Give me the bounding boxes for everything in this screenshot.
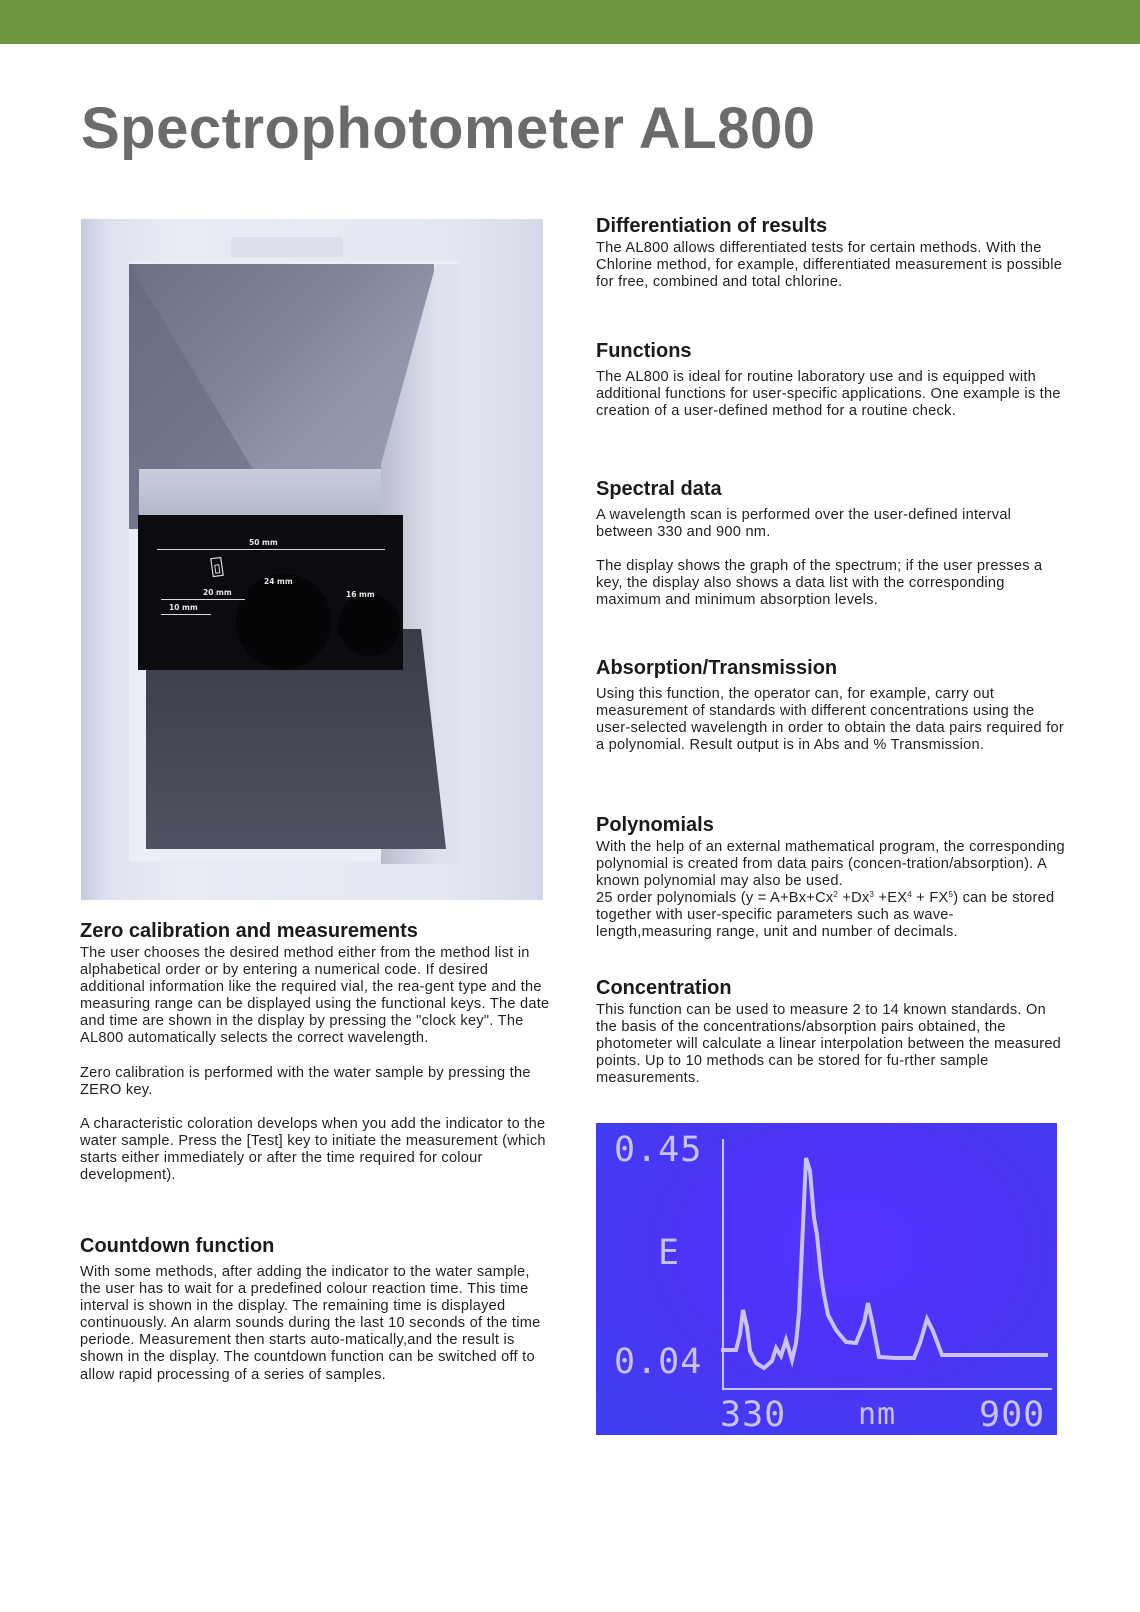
y-axis-label: E — [658, 1233, 681, 1273]
formula-text: ) can be stored together with user-specific parameters such as wave-length,measuring range, unit and number of decimals. — [596, 890, 1055, 941]
lid-tab — [231, 237, 343, 257]
y-min-label: 0.04 — [614, 1342, 703, 1382]
cuvette-icon — [209, 554, 229, 580]
section-paragraph: The user chooses the desired method either from the method list in alphabetical order or by entering a numerical code. If desired additional information like the required vial, the rea-gent type and the measuring range can be displayed using the functional keys. The date and time are shown in the display by pressing the "clock key". The AL800 automatically selects the correct wavelength. — [80, 945, 550, 1047]
spectrum-plot — [596, 1123, 1057, 1435]
formula-text: 25 order polynomials (y = A+Bx+Cx — [596, 890, 834, 907]
section-paragraph: A wavelength scan is performed over the user-defined interval between 330 and 900 nm. — [596, 507, 1012, 541]
section-paragraph: This function can be used to measure 2 to 14 known standards. On the basis of the concentrations/absorption pairs obtained, the photometer will calculate a linear interpolation between the measured points. Up to 10 methods can be stored for fu-rther sample measurements. — [596, 1002, 1062, 1087]
dimension-line-20mm — [161, 599, 245, 600]
dimension-label-20mm: 20 mm — [203, 588, 232, 597]
exponent: 5 — [948, 890, 954, 900]
product-photo — [81, 219, 543, 900]
x-unit-label: nm — [858, 1397, 897, 1432]
dimension-label-16mm: 16 mm — [346, 590, 375, 599]
section-paragraph: Using this function, the operator can, for example, carry out measurement of standards with different concentrations using the user-selected wavelength in order to obtain the data pairs required for a polynomial. Result output is in Abs and % Transmission. — [596, 686, 1064, 754]
exponent: 3 — [869, 890, 875, 900]
section-heading: Spectral data — [596, 478, 722, 500]
section-countdown-function — [80, 1234, 550, 1384]
formula-text: +EX — [874, 890, 908, 907]
section-paragraph: With the help of an external mathematical program, the corresponding polynomial is created from data pairs (concen-tration/absorption). A known polynomial may also be used. — [596, 839, 1065, 890]
section-absorption-transmission — [596, 656, 1066, 754]
dimension-label-50mm: 50 mm — [249, 538, 278, 547]
section-heading: Absorption/Transmission — [596, 657, 838, 679]
formula-text: + FX — [911, 890, 949, 907]
polynomial-formula-paragraph — [596, 890, 1066, 941]
section-heading: Polynomials — [596, 814, 714, 836]
section-differentiation — [596, 214, 1066, 291]
section-paragraph: The display shows the graph of the spectrum; if the user presses a key, the display also shows a data list with the corresponding maximum and minimum absorption levels. — [596, 558, 1043, 609]
section-heading: Functions — [596, 340, 692, 362]
round-cuvette-slot-16mm — [338, 594, 400, 656]
section-concentration — [596, 976, 1066, 1087]
x-min-label: 330 — [720, 1395, 787, 1435]
dimension-label-10mm: 10 mm — [169, 603, 198, 612]
exponent: 2 — [833, 890, 839, 900]
header-band — [0, 0, 1140, 44]
section-zero-calibration — [80, 919, 550, 1184]
dimension-line-10mm — [161, 614, 211, 615]
spectrum-line — [723, 1158, 1046, 1368]
section-functions — [596, 339, 1066, 420]
x-max-label: 900 — [979, 1395, 1046, 1435]
section-heading: Differentiation of results — [596, 215, 828, 237]
dimension-line-50mm — [157, 549, 385, 550]
page-title: Spectrophotometer AL800 — [81, 96, 816, 161]
section-spectral-data — [596, 477, 1066, 609]
exponent: 4 — [907, 890, 912, 900]
section-paragraph: A characteristic coloration develops when you add the indicator to the water sample. Press the [Test] key to initiate the measurement (which starts either immediately or after the time required for colour development). — [80, 1115, 546, 1184]
lcd-spectrum-display — [596, 1123, 1057, 1435]
y-max-label: 0.45 — [614, 1130, 703, 1170]
section-paragraph: With some methods, after adding the indicator to the water sample, the user has to wait for a predefined colour reaction time. This time interval is shown in the display. The remaining time is displayed continuously. An alarm sounds during the last 10 seconds of the time periode. Measurement then starts auto-matically,and the result is shown in the display. The countdown function can be switched off to allow rapid processing of a series of samples. — [80, 1264, 541, 1383]
formula-text: +Dx — [838, 890, 870, 907]
section-paragraph: Zero calibration is performed with the water sample by pressing the ZERO key. — [80, 1064, 531, 1098]
section-paragraph: The AL800 allows differentiated tests for certain methods. With the Chlorine method, for example, differentiated measurement is possible for free, combined and total chlorine. — [596, 240, 1063, 291]
section-heading: Zero calibration and measurements — [80, 920, 418, 942]
section-polynomials — [596, 813, 1066, 942]
section-heading: Countdown function — [80, 1235, 275, 1257]
section-heading: Concentration — [596, 977, 732, 999]
round-cuvette-slot-24mm — [236, 574, 331, 669]
section-paragraph: The AL800 is ideal for routine laboratory use and is equipped with additional functions for user-specific applications. One example is the creation of a user-defined method for a routine check. — [596, 369, 1061, 420]
dimension-label-24mm: 24 mm — [264, 577, 293, 586]
